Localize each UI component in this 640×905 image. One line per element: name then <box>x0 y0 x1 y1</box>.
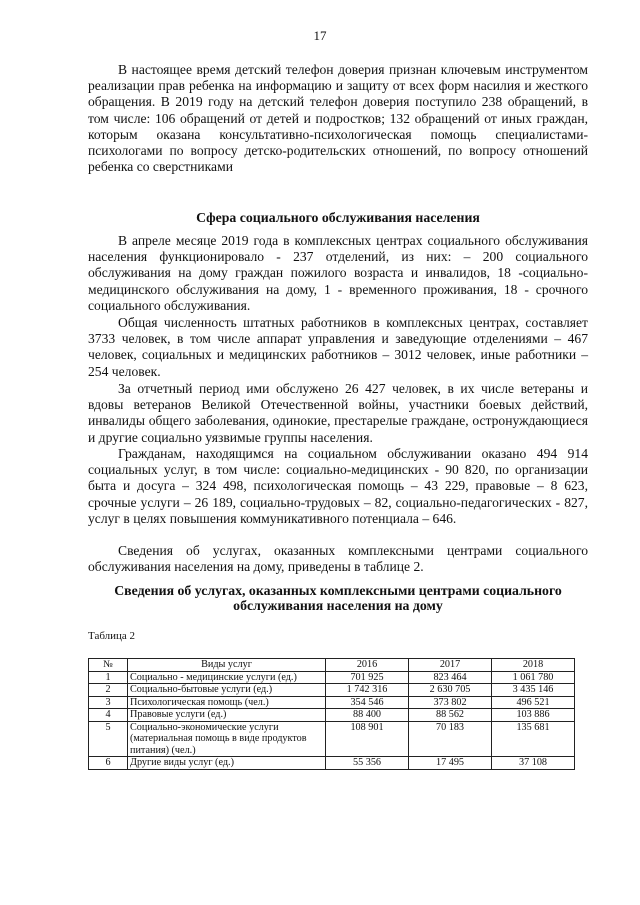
header-service-type: Виды услуг <box>128 659 326 672</box>
row-number: 6 <box>89 757 128 770</box>
header-number: № <box>89 659 128 672</box>
row-value-2016: 55 356 <box>326 757 409 770</box>
row-service-type: Психологическая помощь (чел.) <box>128 696 326 709</box>
paragraph-staff: Общая численность штатных работников в комплексных центрах, составляет 3733 человек, в том числе аппарат управления и заведующие отделениями – 467 человек, социальных и медицинских работников – 3012 человек, иные работники – 254 человек. <box>88 315 588 379</box>
row-service-type: Правовые услуги (ед.) <box>128 709 326 722</box>
header-2018: 2018 <box>492 659 575 672</box>
table-row <box>89 671 575 684</box>
row-service-type: Социально - медицинские услуги (ед.) <box>128 671 326 684</box>
section-heading: Сфера социального обслуживания населения <box>196 210 480 225</box>
row-value-2018: 3 435 146 <box>492 684 575 697</box>
header-2016: 2016 <box>326 659 409 672</box>
row-number: 1 <box>89 671 128 684</box>
row-service-type: Другие виды услуг (ед.) <box>128 757 326 770</box>
table-row <box>89 696 575 709</box>
row-number: 4 <box>89 709 128 722</box>
row-value-2016: 354 546 <box>326 696 409 709</box>
paragraph-helpline: В настоящее время детский телефон доверия признан ключевым инструментом реализации прав ребенка на информацию и защиту от всех форм насилия и жесткого обращения. В 2019 году на детский телефон доверия поступило 238 обращений, в том числе: 106 обращений от детей и подростков; 132 обращений от иных граждан, которым оказана консультативно-психологическая помощь специалистами-психологами по вопросу детско-родительских отношений, по вопросу отношений ребенка со сверстниками <box>88 62 588 175</box>
table-row <box>89 709 575 722</box>
row-value-2018: 103 886 <box>492 709 575 722</box>
table-header-row <box>89 659 575 672</box>
row-number: 2 <box>89 684 128 697</box>
row-value-2018: 135 681 <box>492 721 575 757</box>
header-2017: 2017 <box>409 659 492 672</box>
table-title: Сведения об услугах, оказанных комплексными центрами социального обслуживания населения на дому <box>114 583 562 613</box>
table-row <box>89 684 575 697</box>
table-row <box>89 721 575 757</box>
paragraph-services: Гражданам, находящимся на социальном обслуживании оказано 494 914 социальных услуг, в том числе: социально-медицинских - 90 820, по организации быта и досуга – 324 498, психологическая помощь – 43 229, правовые – 8 623, срочные услуги – 26 189, социально-трудовых – 82, социально-педагогических - 827, услуг в целях повышения коммуникативного потенциала – 646. <box>88 446 588 526</box>
row-number: 3 <box>89 696 128 709</box>
services-table <box>88 658 575 770</box>
paragraph-departments: В апреле месяце 2019 года в комплексных центрах социального обслуживания населения функционировало - 237 отделений, из них: – 200 социального обслуживания на дому граждан пожилого возраста и инвалидов, 18 -социально-медицинского обслуживания на дому, 1 - временного проживания, 18 - срочного социального обслуживания. <box>88 233 588 313</box>
paragraph-served: За отчетный период ими обслужено 26 427 человек, в их числе ветераны и вдовы ветеранов Великой Отечественной войны, участники боевых действий, инвалиды общего заболевания, одинокие, престарелые граждане, остронуждающиеся и другие социально уязвимые группы населения. <box>88 381 588 445</box>
row-value-2016: 701 925 <box>326 671 409 684</box>
table-caption: Таблица 2 <box>88 630 136 642</box>
page-number: 17 <box>313 28 327 43</box>
row-value-2018: 496 521 <box>492 696 575 709</box>
row-value-2017: 17 495 <box>409 757 492 770</box>
row-value-2017: 2 630 705 <box>409 684 492 697</box>
row-value-2017: 823 464 <box>409 671 492 684</box>
row-value-2016: 1 742 316 <box>326 684 409 697</box>
row-service-type: Социально-экономические услуги (материальная помощь в виде продуктов питания) (чел.) <box>128 721 326 757</box>
table-row <box>89 757 575 770</box>
paragraph-table-reference: Сведения об услугах, оказанных комплексными центрами социального обслуживания населения на дому, приведены в таблице 2. <box>88 543 588 575</box>
row-value-2017: 70 183 <box>409 721 492 757</box>
row-value-2018: 37 108 <box>492 757 575 770</box>
row-number: 5 <box>89 721 128 757</box>
row-value-2017: 373 802 <box>409 696 492 709</box>
row-value-2016: 88 400 <box>326 709 409 722</box>
row-value-2017: 88 562 <box>409 709 492 722</box>
row-service-type: Социально-бытовые услуги (ед.) <box>128 684 326 697</box>
row-value-2018: 1 061 780 <box>492 671 575 684</box>
row-value-2016: 108 901 <box>326 721 409 757</box>
